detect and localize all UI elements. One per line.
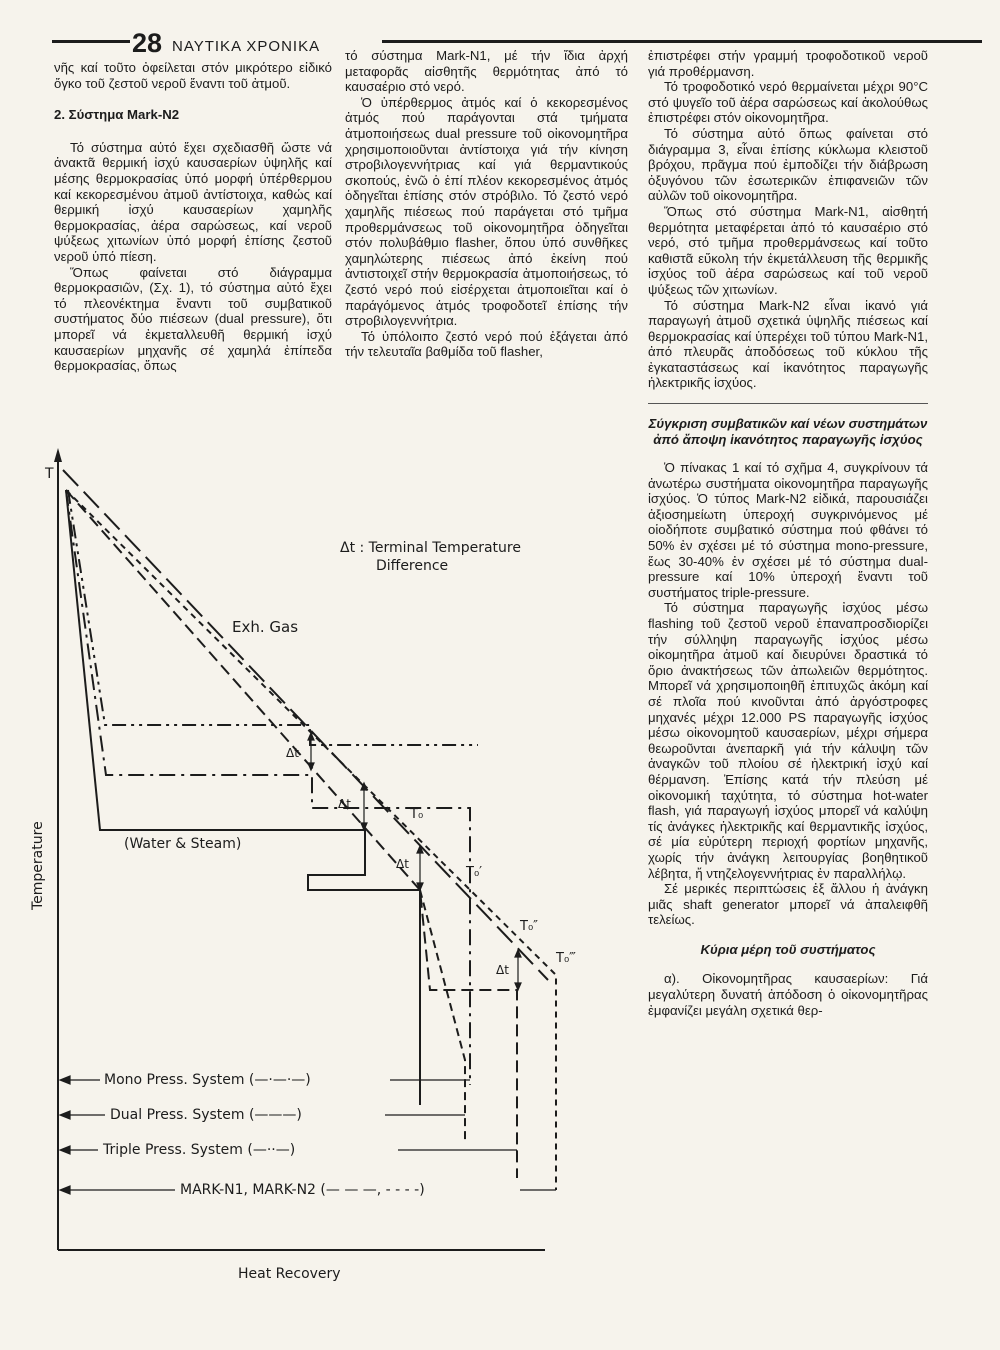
paragraph: Τό σύστημα αὐτό ὅπως φαίνεται στό διάγραμμα 3, εἶναι ἐπίσης κύκλωμα κλειστοῦ βρόχου, πρᾶγμα πού ἐμποδίζει τήν διάβρωση ὀξυγόνου τῶν ἐσωτερικῶν ἐπιφανειῶν τῶν αὐλῶν τοῦ οἰκονομητῆρα. <box>648 125 928 204</box>
legend-mark-n: MARK-N1, MARK-N2 (— — —, - - - -) <box>180 1182 425 1198</box>
paragraph: Τό σύστημα Mark-N2 εἶναι ἱκανό γιά παραγωγή ἀτμοῦ σχετικά ὑψηλῆς πιέσεως καί θερμοκρασίας καί ὑπερέχει τοῦ τύπου Mark-N1, ἀπό πλευρᾶς ἀποδόσεως τοῦ κύκλου τῆς ἐγκαταστάσεως καί ἱκανότητος παραγωγῆς ἠλεκτρικῆς ἰσχύος. <box>648 297 928 391</box>
paragraph: α). Οἰκονομητῆρας καυσαερίων: Γιά μεγαλύτερη δυνατή ἀπόδοση ὁ οἰκονομητῆρας ἐμφανίζει μεγάλη σχετικά θερ- <box>648 971 928 1018</box>
dt-legend-line2: Difference <box>376 558 449 574</box>
paragraph: ἐπιστρέφει στήν γραμμή τροφοδοτικοῦ νεροῦ γιά προθέρμανση. <box>648 48 928 79</box>
section-heading: Κύρια μέρη τοῦ συστήματος <box>700 941 876 957</box>
dt-legend-line1: Δt : Terminal Temperature <box>340 540 521 556</box>
legend-mono: Mono Press. System (—·—·—) <box>104 1072 311 1088</box>
to-label: T₀″ <box>520 919 539 934</box>
y-axis-arrow <box>54 448 62 462</box>
mono-press-curve <box>66 490 470 1085</box>
t-label: T <box>45 466 54 482</box>
paragraph: Ὁ ὑπέρθερμος ἀτμός καί ὁ κεκορεσμένος ἀτμός πού παράγονται στά τμήματα ἀτμοποιήσεως dual pressure τοῦ οἰκονομητῆρα χρησιμοποιοῦνται ἀντίστοιχα γιά τήν κίνηση στροβιλογεννήτριας καί γιά θερμαντικούς σκοπούς, ἐνῶ ὁ ἐπί πλέον κεκορεσμένος ἀτμός ὁδηγεῖται ἐπίσης στόν στρόβιλο. Τό ζεστό νερό χαμηλῆς πιέσεως πού παράγεται στό τμῆμα προθερμάνσεως τοῦ οἰκονομητῆρα ὁδηγεῖται στόν πολυβάθμιο flasher, ὅπου ὑπό συνθῆκες χαμηλώτερης πιέσεως ἀπό ἐκείνη πού ἀντιστοιχεῖ στήν θερμοκρασία ἀτμοποιήσεως, τό ζεστό νερό πού εἰσέρχεται ἀτμοποιεῖται καί ὁ παράγόμενος ἀτμός τροφοδοτεῖ ἐπίσης τήν στροβιλογεννήτρια. <box>345 94 628 329</box>
paragraph: νῆς καί τοῦτο ὀφείλεται στόν μικρότερο εἰδικό ὄγκο τοῦ ζεστοῦ νεροῦ ἔναντι τοῦ ἀτμοῦ. <box>54 60 332 91</box>
legend-triple: Triple Press. System (—··—) <box>103 1142 296 1158</box>
dt-label: Δt <box>286 746 299 760</box>
water-steam-label: (Water & Steam) <box>124 836 242 852</box>
to-label: T₀′ <box>466 865 483 880</box>
exh-gas-label: Exh. Gas <box>232 618 299 636</box>
paragraph: Τό ὑπόλοιπο ζεστό νερό πού ἐξάγεται ἀπό τήν τελευταῖα βαθμίδα τοῦ flasher, <box>345 328 628 360</box>
paragraph: τό σύστημα Mark-N1, μέ τήν ἴδια ἀρχή μεταφορᾶς αἰσθητῆς θερμότητας ἀπό τό καυσαέριο στό νερό. <box>345 48 628 95</box>
paragraph: Ὁ πίνακας 1 καί τό σχῆμα 4, συγκρίνουν τά ἀνωτέρω συστήματα οἰκονομητῆρα παραγωγῆς ἰσχύος. Ὁ τύπος Mark-N2 εἰδικά, παρουσιάζει ἀξιοσημείωτη ὑπεροχή συγκρινόμενος μέ οἱοδήποτε συμβατικό σύστημα πού φθάνει τό 50% ἐν σχέσει μέ τό σύστημα mono-pressure, ἕως 30-40% ἐν σχέσει μέ τό σύστημα dual-pressure καί 10% ὑπεροχή ἔναντι τοῦ συστήματος triple-pressure. <box>648 460 928 600</box>
paragraph: Τό τροφοδοτικό νερό θερμαίνεται μέχρι 90°C στό ψυγεῖο τοῦ ἀέρα σαρώσεως καί ἀκολούθως ἐπιστρέφει στόν οἰκονομητῆρα. <box>648 79 928 126</box>
to-label: T₀‴ <box>556 951 576 966</box>
dt-label: Δt <box>396 857 409 871</box>
paragraph: Ὅπως στό σύστημα Mark-N1, αἰσθητή θερμότητα μεταφέρεται ἀπό τό καυσαέριο στό νερό, στό τμῆμα προθερμάνσεως καί τοῦτο καθιστᾶ εὔκολη τήν ἐκμετάλλευση τῆς θερμικῆς ἰσχύος τοῦ ἀέρα σαρώσεως καί τοῦ νεροῦ ψύξεως τῶν χιτωνίων. <box>648 203 928 297</box>
to-label: T₀ <box>410 807 424 822</box>
paragraph: Τό σύστημα αὐτό ἔχει σχεδιασθῆ ὥστε νά ἀνακτᾶ θερμική ἰσχύ καυσαερίων ὑψηλῆς καί μέσης θερμοκρασίας ὑπό μορφή ὑπέρθερμου καί κεκορεσμένου ἀτμοῦ ἀντίστοιχα, καθώς καί θερμική ἰσχύ καυσαερίων χαμηλῆς θερμοκρασίας, ἀέρα σαρώσεως, καί νεροῦ ψύξεως χιτωνίων ὑπό μορφή ἐπίσης ζεστοῦ νεροῦ ὑπό πίεση. <box>54 139 332 264</box>
dt-label: Δt <box>338 797 351 811</box>
dual-press-curve <box>66 490 420 1105</box>
paragraph: Τό σύστημα παραγωγῆς ἰσχύος μέσω flashing τοῦ ζεστοῦ νεροῦ ἐπαναπροσδιορίζει τήν σύλληψη παραγωγῆς ἰσχύος μέσω οἰκομητῆρα ἀτμοῦ καί διευρύνει δραστικά τό ὅριο ἀνακτήσεως τῶν ἀπωλειῶν θερμότητος. Μπορεῖ νά χρησιμοποιηθῆ ἐπιτυχῶς ἀκόμη καί σέ πλοῖα πού κινοῦνται ἀπό ἀργόστροφες μηχανές μέχρι 12.000 PS παραγωγῆς ἰσχύος μέσω οἰκονομητοῦ καυσαερίων, μέχρι σήμερα θεωροῦνται ἀνεπαρκῆ γιά τήν κάλυψη τῶν ἀναγκῶν τοῦ πλοίου σέ ἠλεκτρική ἰσχύ καί θέρμανση. Ἐπίσης κατά τήν πλεύση μέ οἰκονομική ταχύτητα, τό σύστημα hot-water flash, γιά παραγωγή ἰσχύος μπορεῖ νά καλύψη τίς ἀνάγκες ἠλεκτρικῆς καί θερμαντικῆς ἰσχύος, σέ μία εὐρύτερη περιοχή φορτίων μηχανῆς, χωρίς τήν ἀνάγκη λειτουργίας βοηθητικοῦ λέβητα, ἤ ντηζελογεννήτριας ἐν παραλλήλῳ. <box>648 600 928 881</box>
section-heading: Σύγκριση συμβατικῶν καί νέων συστημάτων ἀπό ἄποψη ἱκανότητος παραγωγῆς ἰσχύος <box>648 416 928 448</box>
x-axis-label: Heat Recovery <box>238 1266 341 1282</box>
paragraph: Σέ μερικές περιπτώσεις ἐξ ἄλλου ἡ ἀνάγκη μιᾶς shaft generator μπορεῖ νά ἀπαλειφθῆ τελείως. <box>648 881 928 928</box>
dt-label: Δt <box>496 963 509 977</box>
mark-n-curve-branch <box>420 890 465 1140</box>
section-title: 2. Σύστημα Mark-N2 <box>54 107 180 123</box>
page-number: 28 <box>132 28 163 58</box>
paragraph: Ὅπως φαίνεται στό διάγραμμα θερμοκρασιῶν, (Σχ. 1), τό σύστημα αὐτό ἔχει τό πλεονέκτημα ἔναντι τοῦ συμβατικοῦ συστήματος δύο πιέσεων (dual pressure), ὅτι μπορεῖ νά ἐκμεταλλευθῆ θερμική ἰσχύ καυσαερίων μηχανῆς σέ χαμηλά ἐπίπεδα θερμοκρασίας, ὅπως <box>54 264 332 374</box>
y-axis-label: Temperature <box>30 821 46 910</box>
legend-dual: Dual Press. System (———) <box>110 1107 302 1123</box>
magazine-title: ΝΑΥΤΙΚΑ ΧΡΟΝΙΚΑ <box>172 38 321 55</box>
